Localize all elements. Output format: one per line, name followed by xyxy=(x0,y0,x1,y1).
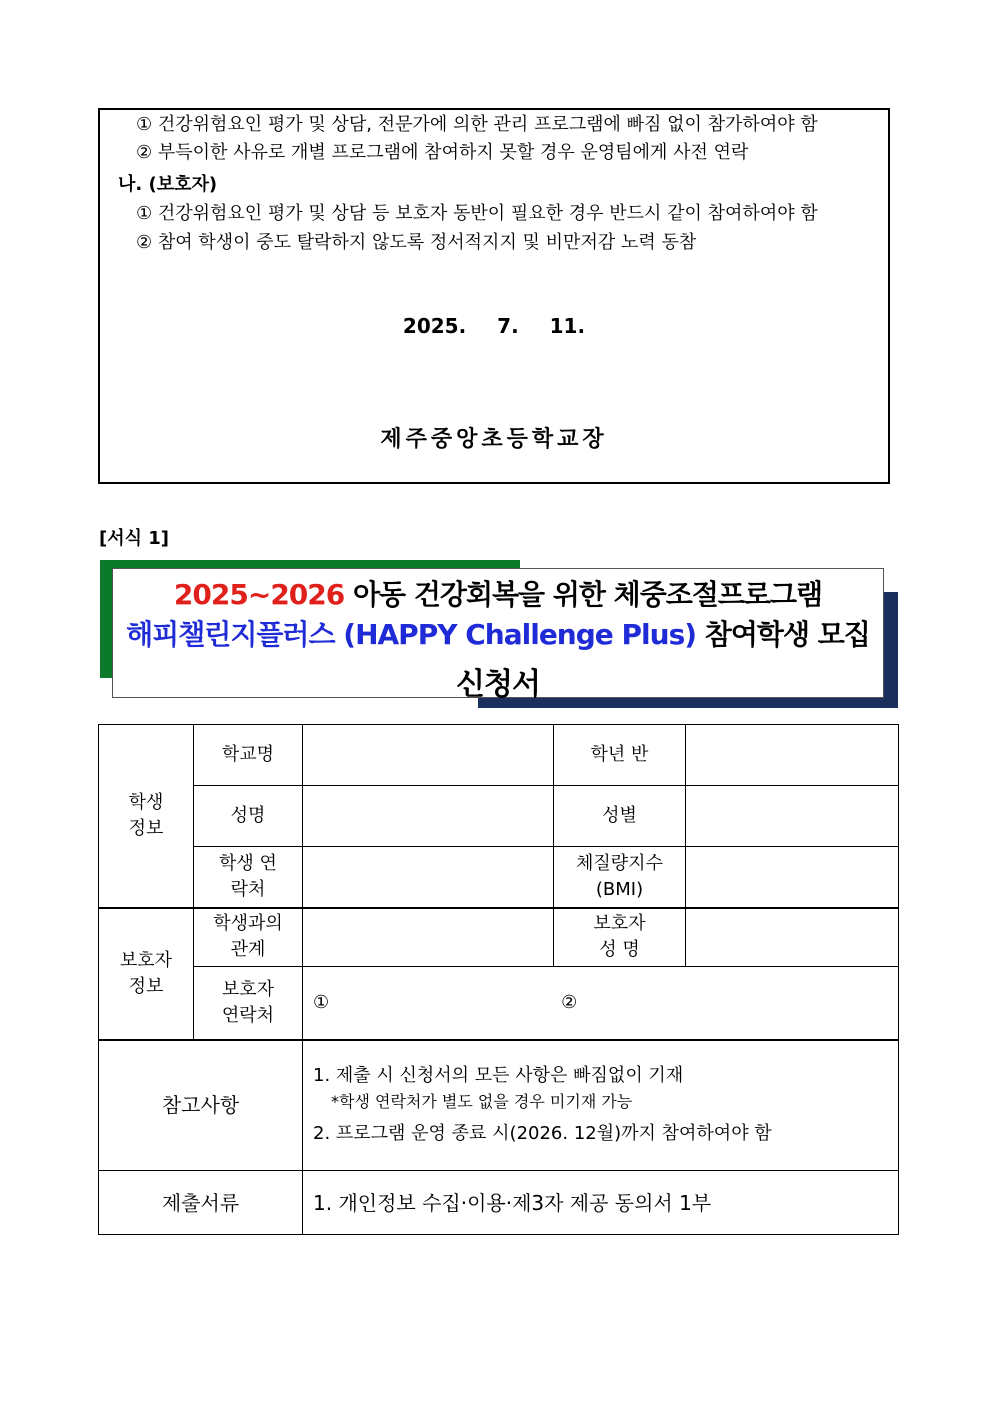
title-line-3: 신청서 xyxy=(456,667,540,702)
application-form xyxy=(98,724,899,1235)
bmi-label xyxy=(554,847,686,908)
guardian-group-label xyxy=(99,908,194,1040)
title-line-1 xyxy=(113,573,883,613)
notice-box xyxy=(98,108,890,484)
grade-class-field[interactable] xyxy=(686,725,899,786)
name-label: 성명 xyxy=(194,786,303,847)
program-name: 해피챌린지플러스 (HAPPY Challenge Plus) xyxy=(126,618,697,651)
relationship-label xyxy=(194,908,303,967)
relationship-text: 학생과의 관계 xyxy=(213,913,283,961)
gender-field[interactable] xyxy=(686,786,899,847)
student-contact-text: 학생 연락처 xyxy=(219,852,277,900)
title-line-2 xyxy=(113,613,883,653)
contact-slot-2: ② xyxy=(561,991,578,1013)
title-banner xyxy=(112,568,884,702)
gender-label: 성별 xyxy=(554,786,686,847)
note-1: 1. 제출 시 신청서의 모든 사항은 빠짐없이 기재 xyxy=(313,1065,684,1087)
student-item-1: ① 건강위험요인 평가 및 상담, 전문가에 의한 관리 프로그램에 빠짐 없이 참가하여야 함 xyxy=(136,114,818,135)
note-2: 2. 프로그램 운영 종료 시(2026. 12월)까지 참여하여야 함 xyxy=(313,1123,772,1145)
student-contact-field[interactable] xyxy=(303,847,554,908)
guardian-name-field[interactable] xyxy=(686,908,899,967)
bmi-field[interactable] xyxy=(686,847,899,908)
title-years: 2025~2026 xyxy=(173,578,345,611)
bmi-text: 체질량지수 (BMI) xyxy=(576,852,663,900)
student-contact-label xyxy=(194,847,303,908)
guardian-name-text: 보호자 성 명 xyxy=(593,913,646,961)
guardian-heading: 나. (보호자) xyxy=(118,174,218,195)
school-name-field[interactable] xyxy=(303,725,554,786)
guardian-item-1: ① 건강위험요인 평가 및 상담 등 보호자 동반이 필요한 경우 반드시 같이 참여하여야 함 xyxy=(136,203,818,224)
contact-slot-1: ① xyxy=(313,991,330,1013)
guardian-name-label xyxy=(554,908,686,967)
principal-signature: 제주중앙초등학교장 xyxy=(380,427,608,452)
grade-class-label: 학년 반 xyxy=(554,725,686,786)
docs-value: 1. 개인정보 수집·이용·제3자 제공 동의서 1부 xyxy=(303,1171,899,1235)
form-label: [서식 1] xyxy=(99,528,170,549)
docs-label: 제출서류 xyxy=(99,1171,303,1235)
relationship-field[interactable] xyxy=(303,908,554,967)
notice-date: 2025. 7. 11. xyxy=(402,314,586,338)
guardian-contact-text: 보호자 연락처 xyxy=(221,978,275,1026)
title-line2-rest: 참여학생 모집 xyxy=(696,618,870,651)
note-1-sub: *학생 연락처가 별도 없을 경우 미기재 가능 xyxy=(331,1092,633,1112)
student-item-2: ② 부득이한 사유로 개별 프로그램에 참여하지 못할 경우 운영팀에게 사전 연락 xyxy=(136,142,749,163)
guardian-contact-field[interactable] xyxy=(303,967,899,1040)
title-line1-rest: 아동 건강회복을 위한 체중조절프로그램 xyxy=(344,578,823,611)
notes-label: 참고사항 xyxy=(99,1040,303,1171)
notes-content xyxy=(303,1040,899,1171)
student-group-label xyxy=(99,725,194,908)
student-group-text: 학생 정보 xyxy=(128,791,164,839)
name-field[interactable] xyxy=(303,786,554,847)
guardian-item-2: ② 참여 학생이 중도 탈락하지 않도록 정서적지지 및 비만저감 노력 동참 xyxy=(136,232,697,253)
school-name-label: 학교명 xyxy=(194,725,303,786)
guardian-group-text: 보호자 정보 xyxy=(119,949,173,997)
guardian-contact-label xyxy=(194,967,303,1040)
